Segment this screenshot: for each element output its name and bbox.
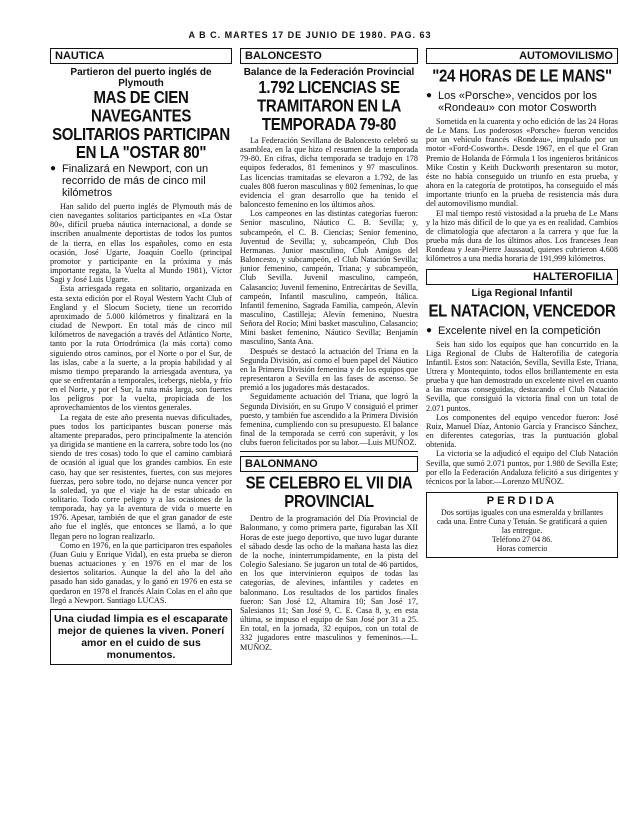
nautica-kicker: Partieron del puerto inglés de Plymouth — [70, 67, 212, 89]
baloncesto-headline: 1.792 LICENCIAS SE TRAMITARON EN LA TEMPORADA 79-80 — [256, 78, 402, 135]
nautica-deck: ● Finalizará en Newport, con un recorrido de más de cinco mil kilómetros — [50, 163, 232, 199]
paragraph: La victoria se la adjudicó el equipo del Club Natación Sevilla, que sumó 2.071 puntos, por 1.980 de Sevilla Este; por ello la Federación Andaluza felicitó a sus dirigentes y técnicos por la labor.—Lorenzo MUÑOZ. — [426, 449, 618, 486]
paragraph: Seguidamente actuación del Triana, que logró la Segunda División, en su Grupo V consiguió el primer puesto, y también fue ascendido a la Primera División femenina, cumpliendo con su presupuesto. El balance final de la temporada se cerró con superávit, y los clubs fueron felicitados por su labor.—Luis MUÑOZ. — [240, 392, 418, 448]
halterofilia-headline: EL NATACION, VENCEDOR — [428, 301, 616, 321]
balonmano-headline: SE CELEBRO EL VII DIA PROVINCIAL — [245, 473, 413, 512]
baloncesto-body — [240, 136, 418, 447]
paragraph: Como en 1976, en la que participaron tres españoles (Juan Guiu y Enrique Vidal), en esta prueba se dieron buenas actuaciones y en 1976 en el mar de los desiertos solitarios. Aunque la del año la del año pasado han sido ganadas, y lo ganó en 1976 en esta se quedaron en 1978 el francés Alain Colas en el año que llegó a Newport. Santiago LUCAS. — [50, 540, 232, 605]
paragraph: Los campeones en las distintas categorías fueron: Senior masculino, Náutico C. B. Sevilla; y, subcampeón, el C. B. Ciencias; Senior femenino, Juventud de Sevilla; y, subcampeón, Club Dos Hermanas. Junior masculino, Club Amigos del Baloncesto, y subcampeón, el Club Natación Sevilla; junior femenino, campeón, Triana; y subcampeón, Club Sevilla. Juvenil masculino, campeón, Calasancio; Juvenil femenino, Entrecáritas de Sevilla, campeón, Infantil masculino, campeón, Itálica. Infantil femenino, Sagrada Familia, campeón, Alevín masculino, Castilleja; Alevín femenino, Nuestra Señora del Rocío; Mini basket masculino, Calasancio; Mini basket femenino, Náutico Sevilla; Benjamín masculino, Santa Ana. — [240, 209, 418, 347]
halterofilia-kicker: Liga Regional Infantil — [471, 287, 573, 299]
paragraph: Sometida en la cuarenta y ocho edición de las 24 Horas de Le Mans. Los poderosos «Porsche» fueron vencidos por un vehículo francés «Rondeau», impulsado por un motor «Ford-Cosworth». Desde 1967, en el que el Gran Premio de Holanda de Fórmula 1 los ingenieros británicos Mike Costin y Keith Duckworth presentaron su motor, éste no había conseguido un triunfo en esta prueba, y ahora en la categoría de prototipos, ha conseguido el más importante triunfo en la prueba de resistencia más dura del automovilismo mundial. — [426, 117, 618, 209]
page-header: A B C. MARTES 17 DE JUNIO DE 1980. PAG. 63 — [188, 30, 432, 40]
clean-city-box: Una ciudad limpia es el escaparate mejor de quienes la viven. Ponerí amor en el cuido de sus monumentos. — [50, 609, 232, 665]
paragraph: La regata de este año presenta nuevas dificultades, pues todos los participantes buscan ponerse más altamente preparados, pero principalmente la atención ya dirigida se mantiene en la carrera, sobre todo los (no siendo de tres cosas) todo lo que el camino cambiará de ocasión al igual que los grandes cambios. En este caso, hay que ser resistentes, fuertes, con sus mejores fuerzas, pero sobre todo, no dejarse nunca vencer por la soledad, ya que el viaje ha de estar ubicado en solitario. Todo corre peligro y a las ocasiones de la temporada, hay ya la aventura de vida o muerte en 1976. Apesar, también de que el gran ganador de este año fue el inglés, que entonces se llamó, a lo que llegan pero no logran realizarlo. — [50, 412, 232, 541]
divider — [240, 451, 418, 452]
section-automovilismo: AUTOMOVILISMO — [426, 48, 618, 64]
lost-item-phone: Teléfono 27 04 86. — [491, 535, 553, 544]
lost-item-text: Dos sortijas iguales con una esmeralda y brillantes cada una. Entre Cuna y Tetuán. Se gratificará a quien las entregue. — [436, 508, 608, 535]
paragraph: Dentro de la programación del Día Provincial de Balonmano, y como primera parte, figuraban las XII Horas de este juego deportivo, que tuvo lugar durante el sábado desde las ocho de la mañana hasta las diez de la noche, ininterrumpidamente, en la pista del Colegio Salesiano. Se jugaron un total de 46 partidos, en los que intervinieron equipos de todas las categorías, de alevines, infantiles y cadetes en balonmano. Los resultados de los partidos finales fueron: San José 12, Altamira 10; San José 17, Salesianos 11; San José 9, C. E. Casa 8, y, en esta última, se impuso el equipo de San José por 31 a 25. En total, en la jornada, 32 equipos, con un total de 332 jugadores entre masculinos y femeninos.—L. MUÑOZ. — [240, 514, 418, 652]
section-nautica: NAUTICA — [50, 48, 232, 64]
paragraph: Esta arriesgada regata en solitario, organizada en esta sexta edición por el Royal Western Yacht Club of England y el Slocum Society, tiene un recorrido aproximado de 5.000 kilómetros y finalizará en la ciudad de Newport. En total más de cinco mil kilómetros de navegación a través del Atlántico Norte, tanto por la ruta Ortodrómica (la más corta) como siguiendo otros caminos, por el Norte o por el Sur, de las islas, cabe a la suerte, a la propia habilidad y al mismo tiempo preparando la arriesgada aventura, ya que se enfrentarán a temporales, icebergs, niebla, y frío en el Norte, y por el Sur, la ruta más larga, son fuertes los peligros por la vuelta, propiciada de los aprovechamientos de los vientos generales. — [50, 284, 232, 413]
baloncesto-kicker: Balance de la Federación Provincial — [243, 67, 415, 78]
lost-item-title: PERDIDA — [486, 495, 558, 507]
column-nautica — [50, 48, 232, 665]
lost-item-ad — [426, 492, 618, 558]
automovilismo-headline: "24 HORAS DE LE MANS" — [432, 66, 612, 87]
paragraph: Han salido del puerto inglés de Plymouth más de cien navegantes solitarios participantes en «La Ostar 80», difícil prueba náutica internacional, a donde se inscriben anualmente deportistas de todos los puntos de la tierra, en ellas los españoles, como en esta ocasión, José Ugarte, Joaquín Coello (principal promotor y participante en la próxima y más importante regata, la Vuelta al Mundo 1981), Víctor Sagi y José Luis Ugarte. — [50, 202, 232, 285]
automovilismo-body — [426, 117, 618, 264]
column-automovilismo — [426, 48, 618, 558]
paragraph: El mal tiempo restó vistosidad a la prueba de Le Mans y la hizo más difícil de lo que ya es en realidad. Cambios de climatología que afectaron a la carrera y que fue la prueba más dura de los últimos años. Los franceses Jean Rondeau y Jean-Pierre Jaussaud, quienes cubrieron 4.608 kilómetros a una media horaria de 191,999 kilómetros. — [426, 208, 618, 264]
automovilismo-deck: ● Los «Porsche», vencidos por los «Rondeau» con motor Cosworth — [426, 90, 618, 114]
section-halterofilia: HALTEROFILIA — [426, 269, 618, 285]
lost-item-hours: Horas comercio — [496, 544, 548, 553]
paragraph: Los componentes del equipo vencedor fueron: José Ruiz, Manuel Díaz, Antonio García y Francisco Sánchez, en diferentes categorías, tras la puntuación global obtenida. — [426, 412, 618, 450]
nautica-headline: MAS DE CIEN NAVEGANTES SOLITARIOS PARTICIPAN EN LA "OSTAR 80" — [52, 88, 230, 163]
section-balonmano: BALONMANO — [240, 456, 418, 472]
balonmano-body — [240, 514, 418, 651]
nautica-body — [50, 202, 232, 605]
paragraph: La Federación Sevillana de Baloncesto celebró su asamblea, en la que hizo el resumen de la temporada 79-80. En cifras, dicha temporada se tradujo en 178 equipos federados, 81 femeninos y 97 masculinos. Las licencias tramitadas se elevaron a 1.792, de las cuales 808 fueron masculinas y 802 femeninas, lo que evidencia el gran desarrollo que ha tenido el baloncesto femenino en los últimos años. — [240, 136, 418, 210]
paragraph: Seis han sido los equipos que han concurrido en la Liga Regional de Clubs de Halterofilia de categoría Infantil. Estos son: Natación, Sevilla, Sevilla Este, Triana, Utrera y Montequinto, todos ellos brillantemente en esta prueba y que han demostrado un excelente nivel en cuanto a las marcas conseguidas, destacando el Club Natación Sevilla, que consiguió la victoria final con un total de 2.071 puntos. — [426, 339, 618, 413]
halterofilia-body — [426, 340, 618, 487]
section-baloncesto: BALONCESTO — [240, 48, 418, 64]
column-baloncesto — [240, 48, 418, 652]
paragraph: Después se destacó la actuación del Triana en la Segunda División, así como el buen papel del Náutico en la Primera División femenina y de los equipos que representaron a Sevilla en las fases de ascenso. Se premió a los jugadores más destacados. — [240, 346, 418, 393]
halterofilia-deck: ● Excelente nivel en la competición — [426, 325, 618, 337]
